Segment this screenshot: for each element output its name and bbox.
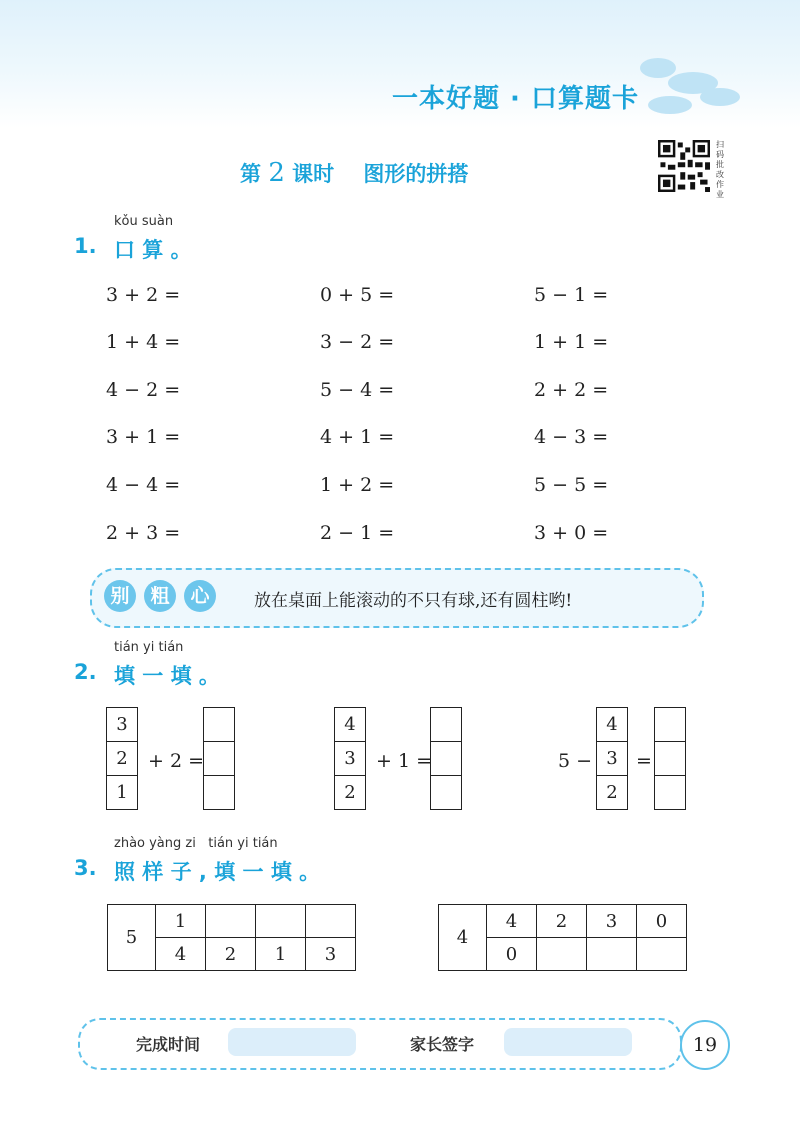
table-cell: 1 xyxy=(256,938,306,971)
answer-column[interactable] xyxy=(654,707,686,810)
operation: = xyxy=(636,750,652,772)
answer-column[interactable] xyxy=(203,707,235,810)
number-column xyxy=(596,707,628,810)
equation: 2 + 2 = xyxy=(534,379,609,401)
tip-badge: 粗 xyxy=(144,580,176,612)
column-cell: 3 xyxy=(335,742,366,776)
table-cell: 3 xyxy=(587,905,637,938)
equation: 5 − 4 = xyxy=(320,379,395,401)
table-cell: 2 xyxy=(206,938,256,971)
table-cell: 0 xyxy=(487,938,537,971)
table-cell[interactable] xyxy=(587,938,637,971)
section3-title: 照 样 子 , 填 一 填 。 xyxy=(114,860,321,884)
equation: 3 − 2 = xyxy=(320,331,395,353)
section3-pinyin: zhào yàng zi tián yi tián xyxy=(114,836,278,851)
section2-pinyin: tián yi tián xyxy=(114,640,184,655)
column-cell: 2 xyxy=(107,742,138,776)
qr-caption: 扫码批改作业 xyxy=(716,140,724,199)
table-cell[interactable] xyxy=(306,905,356,938)
answer-cell[interactable] xyxy=(431,742,462,776)
equation: 0 + 5 = xyxy=(320,284,395,306)
tip-badge: 心 xyxy=(184,580,216,612)
section1-number: 1. xyxy=(74,234,97,258)
completion-time-field[interactable] xyxy=(228,1028,356,1056)
table-lead-number: 5 xyxy=(108,905,156,971)
header-title: 一本好题 · 口算题卡 xyxy=(392,84,639,114)
answer-cell[interactable] xyxy=(204,742,235,776)
section1-title: 口 算 。 xyxy=(114,238,192,262)
equation: 4 − 3 = xyxy=(534,426,609,448)
column-cell: 2 xyxy=(335,776,366,810)
number-column xyxy=(334,707,366,810)
decomposition-table xyxy=(107,904,356,971)
parent-signature-field[interactable] xyxy=(504,1028,632,1056)
column-cell: 2 xyxy=(597,776,628,810)
decomposition-table xyxy=(438,904,687,971)
table-cell[interactable] xyxy=(637,938,687,971)
table-cell: 2 xyxy=(537,905,587,938)
equation: 3 + 1 = xyxy=(106,426,181,448)
operation-prefix: 5 − xyxy=(558,750,593,772)
column-cell: 4 xyxy=(335,708,366,742)
equation: 5 − 5 = xyxy=(534,474,609,496)
parent-signature-label: 家长签字 xyxy=(410,1035,475,1054)
table-cell: 4 xyxy=(156,938,206,971)
equation: 4 − 2 = xyxy=(106,379,181,401)
cloud-decoration xyxy=(700,88,740,106)
answer-column[interactable] xyxy=(430,707,462,810)
qr-code-icon[interactable] xyxy=(658,140,710,192)
equation: 4 + 1 = xyxy=(320,426,395,448)
equation: 5 − 1 = xyxy=(534,284,609,306)
equation: 1 + 4 = xyxy=(106,331,181,353)
equation: 2 + 3 = xyxy=(106,522,181,544)
table-cell: 1 xyxy=(156,905,206,938)
table-lead-number: 4 xyxy=(439,905,487,971)
table-cell[interactable] xyxy=(206,905,256,938)
answer-cell[interactable] xyxy=(204,776,235,810)
equation: 3 + 0 = xyxy=(534,522,609,544)
number-column xyxy=(106,707,138,810)
answer-cell[interactable] xyxy=(655,708,686,742)
answer-cell[interactable] xyxy=(431,708,462,742)
completion-time-label: 完成时间 xyxy=(136,1035,201,1054)
lesson-title xyxy=(240,158,468,188)
equation: 2 − 1 = xyxy=(320,522,395,544)
equation: 1 + 1 = xyxy=(534,331,609,353)
answer-cell[interactable] xyxy=(655,776,686,810)
table-cell[interactable] xyxy=(256,905,306,938)
table-cell: 4 xyxy=(487,905,537,938)
tip-text: 放在桌面上能滚动的不只有球,还有圆柱哟! xyxy=(254,591,573,611)
column-cell: 4 xyxy=(597,708,628,742)
table-cell[interactable] xyxy=(537,938,587,971)
page-number: 19 xyxy=(680,1020,730,1070)
equation: 3 + 2 = xyxy=(106,284,181,306)
equation: 1 + 2 = xyxy=(320,474,395,496)
column-cell: 1 xyxy=(107,776,138,810)
section2-number: 2. xyxy=(74,660,97,684)
column-cell: 3 xyxy=(597,742,628,776)
answer-cell[interactable] xyxy=(204,708,235,742)
column-cell: 3 xyxy=(107,708,138,742)
section2-title: 填 一 填 。 xyxy=(114,664,220,688)
lesson-number: 2 xyxy=(268,158,285,188)
tip-badge: 别 xyxy=(104,580,136,612)
section3-number: 3. xyxy=(74,856,97,880)
lesson-prefix: 第 xyxy=(240,162,261,186)
section1-pinyin: kǒu suàn xyxy=(114,214,174,229)
lesson-unit: 课时 xyxy=(292,162,335,186)
answer-cell[interactable] xyxy=(655,742,686,776)
answer-cell[interactable] xyxy=(431,776,462,810)
equation: 4 − 4 = xyxy=(106,474,181,496)
table-cell: 3 xyxy=(306,938,356,971)
table-cell: 0 xyxy=(637,905,687,938)
cloud-decoration xyxy=(648,96,692,114)
cloud-decoration xyxy=(640,58,676,78)
operation: + 1 = xyxy=(376,750,433,772)
lesson-name: 图形的拼搭 xyxy=(363,162,469,186)
operation: + 2 = xyxy=(148,750,205,772)
